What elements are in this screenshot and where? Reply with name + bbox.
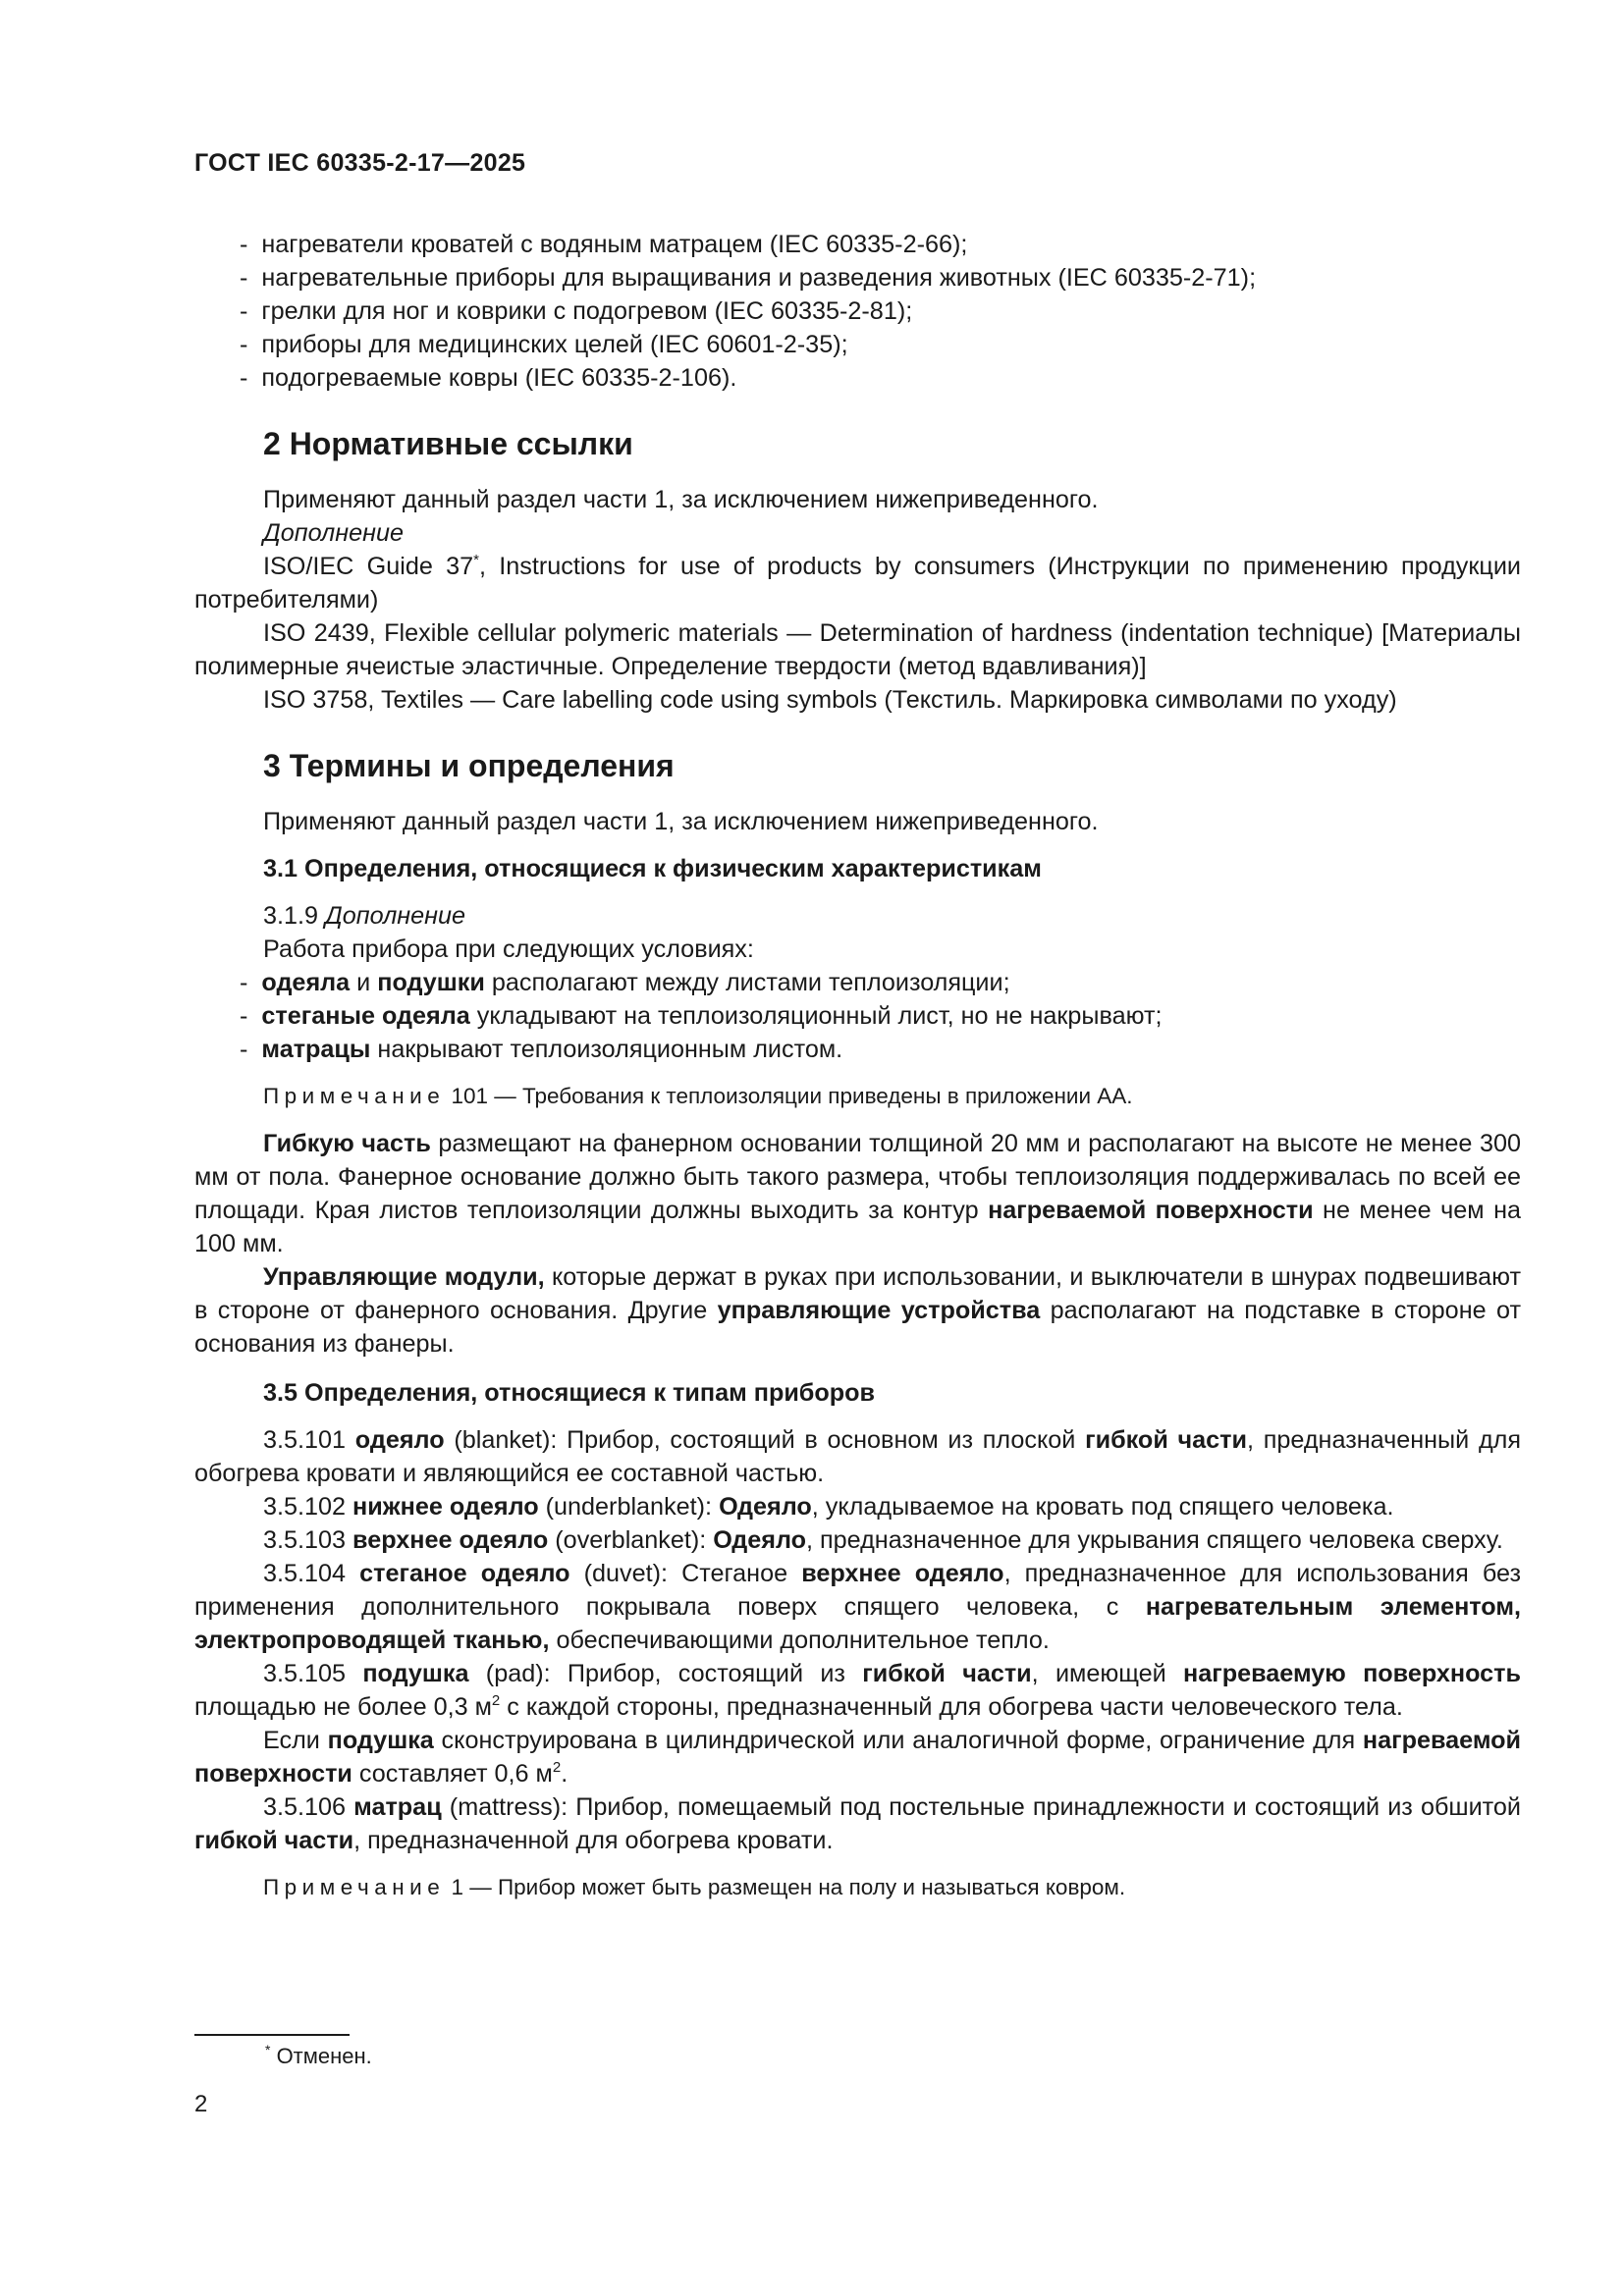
reference-iso-iec-guide-37: ISO/IEC Guide 37*, Instructions for use of products by consumers (Инструкции по применению продукции потребителями) bbox=[194, 552, 1521, 614]
definition-3-5-105: 3.5.105 подушка (pad): Прибор, состоящий из гибкой части, имеющей нагреваемую поверхность площадью не более 0,3 $м^2$ с каждой стороны, предназначенный для обогрева части человеческого тела. bbox=[194, 1660, 1521, 1721]
list-item: - подогреваемые ковры (IEC 60335-2-106). bbox=[240, 364, 737, 392]
section-2-addition: Дополнение bbox=[263, 519, 405, 547]
section-2-heading: 2 Нормативные ссылки bbox=[263, 426, 633, 461]
work-conditions: Работа прибора при следующих условиях: bbox=[263, 935, 754, 963]
reference-iso-2439: ISO 2439, Flexible cellular polymeric materials — Determination of hardness (indentation technique) [Материалы полимерные ячеистые эластичные. Определение твердости (метод вдавливания)] bbox=[194, 619, 1521, 680]
section-3-body bbox=[194, 805, 1521, 1904]
list-item: - нагреватели кроватей с водяным матрацем (IEC 60335-2-66); bbox=[240, 231, 968, 258]
intro-list bbox=[194, 228, 1521, 395]
paragraph-cylindrical-pad: Если подушка сконструирована в цилиндрической или аналогичной форме, ограничение для нагреваемой поверхности составляет 0,6 $м^2$. bbox=[194, 1727, 1521, 1788]
section-2-body bbox=[194, 483, 1521, 717]
note-101: Примечание 101 — Требования к теплоизоляции приведены в приложении АА. bbox=[263, 1084, 1133, 1108]
list-item: - грелки для ног и коврики с подогревом (IEC 60335-2-81); bbox=[240, 297, 913, 325]
definition-3-5-104: 3.5.104 стеганое одеяло (duvet): Стеганое верхнее одеяло, предназначенное для использования без применения дополнительного покрывала поверх спящего человека, с нагревательным элементом, электропроводящей тканью, обеспечивающими дополнительное тепло. bbox=[194, 1560, 1522, 1654]
footnote-divider bbox=[194, 2034, 350, 2036]
section-3-intro: Применяют данный раздел части 1, за исключением нижеприведенного. bbox=[263, 808, 1099, 835]
footnote: * Отменен. bbox=[265, 2042, 372, 2068]
condition-item: - матрацы накрывают теплоизоляционным листом. bbox=[240, 1036, 843, 1063]
list-item: - нагревательные приборы для выращивания и разведения животных (IEC 60335-2-71); bbox=[240, 264, 1257, 292]
section-3-heading: 3 Термины и определения bbox=[263, 748, 675, 783]
subsection-3-5-heading: 3.5 Определения, относящиеся к типам приборов bbox=[263, 1379, 876, 1407]
subsection-3-1-heading: 3.1 Определения, относящиеся к физическим характеристикам bbox=[263, 855, 1042, 882]
paragraph-control-units: Управляющие модули, которые держат в руках при использовании, и выключатели в шнурах подвешивают в стороне от фанерного основания. Другие управляющие устройства располагают на подставке в стороне от основания из фанеры. bbox=[194, 1263, 1521, 1358]
document-header: ГОСТ IEC 60335-2-17—2025 bbox=[194, 149, 526, 177]
condition-item: - одеяла и подушки располагают между листами теплоизоляции; bbox=[240, 969, 1010, 996]
definition-3-5-106: 3.5.106 матрац (mattress): Прибор, помещаемый под постельные принадлежности и состоящий из обшитой гибкой части, предназначенной для обогрева кровати. bbox=[194, 1793, 1521, 1854]
definition-3-5-102: 3.5.102 нижнее одеяло (underblanket): Одеяло, укладываемое на кровать под спящего человека. bbox=[263, 1493, 1394, 1521]
definition-3-5-103: 3.5.103 верхнее одеяло (overblanket): Одеяло, предназначенное для укрывания спящего человека сверху. bbox=[263, 1526, 1503, 1554]
definition-3-5-101: 3.5.101 одеяло (blanket): Прибор, состоящий в основном из плоской гибкой части, предназначенный для обогрева кровати и являющийся ее составной частью. bbox=[194, 1426, 1521, 1487]
note-1: Примечание 1 — Прибор может быть размещен на полу и называться ковром. bbox=[263, 1875, 1126, 1899]
condition-item: - стеганые одеяла укладывают на теплоизоляционный лист, но не накрывают; bbox=[240, 1002, 1163, 1030]
section-2-intro: Применяют данный раздел части 1, за исключением нижеприведенного. bbox=[263, 486, 1099, 513]
list-item: - приборы для медицинских целей (IEC 60601-2-35); bbox=[240, 331, 848, 358]
paragraph-flexible-part: Гибкую часть размещают на фанерном основании толщиной 20 мм и располагают на высоте не менее 300 мм от пола. Фанерное основание должно быть такого размера, чтобы теплоизоляция поддерживалась по всей ее площади. Края листов теплоизоляции должны выходить за контур нагреваемой поверхности не менее чем на 100 мм. bbox=[194, 1130, 1521, 1257]
clause-3-1-9: 3.1.9 Дополнение bbox=[263, 902, 466, 930]
page-number: 2 bbox=[194, 2091, 208, 2117]
reference-iso-3758: ISO 3758, Textiles — Care labelling code using symbols (Текстиль. Маркировка символами по уходу) bbox=[263, 686, 1397, 714]
page-content bbox=[194, 228, 1521, 1904]
